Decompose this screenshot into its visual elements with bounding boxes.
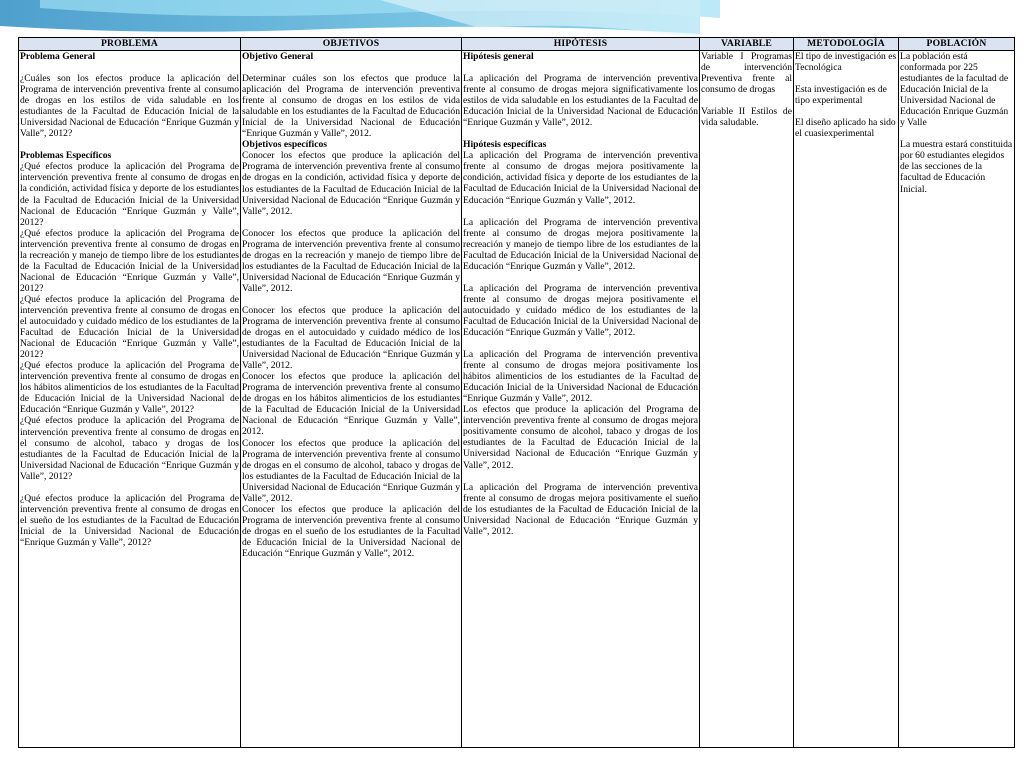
variable-two: Variable II Estilos de vida saludable. (701, 106, 792, 129)
header-metodologia: METODOLOGÍA (794, 38, 899, 51)
hipotesis-especifica: La aplicación del Programa de intervención preventiva frente al consumo de drogas mejora positivamente el autocuidado y cuidado médico de los estudiantes de la Facultad de Educación Inicial de la Universidad Nacional de Educación “Enrique Guzmán y Valle”, 2012. (463, 282, 698, 338)
objetivo-general-text: Determinar cuáles son los efectos que produce la aplicación del Programa de intervención preventiva frente al consumo de drogas en los estilos de vida saludable en los estudiantes de la Facultad de Educación Inicial de la Universidad Nacional de Educación “Enrique Guzmán y Valle”, 2012. (242, 73, 460, 140)
decorative-wave-banner (0, 0, 1024, 40)
wave-graphic (0, 0, 1024, 40)
objetivo-especifico: Conocer los efectos que produce la aplicación del Programa de intervención preventiva frente al consumo de drogas en la condición, actividad física y deporte de los estudiantes de la Facultad de Educación Inicial de la Universidad Nacional de Educación “Enrique Guzmán y Valle”, 2012. (242, 150, 460, 217)
muestra-text: La muestra estará constituida por 60 estudiantes elegidos de las secciones de la facultad de Educación Inicial. (900, 139, 1013, 195)
objetivo-especifico: Conocer los efectos que produce la aplicación del Programa de intervención preventiva frente al consumo de drogas en el consumo de alcohol, tabaco y drogas de los estudiantes de la Facultad de Educación Inicial de la Universidad Nacional de Educación “Enrique Guzmán y Valle”, 2012. (242, 437, 460, 504)
cell-variable (700, 51, 794, 748)
objetivo-especifico: Conocer los efectos que produce la aplicación del Programa de intervención preventiva frente al consumo de drogas en el autocuidado y cuidado médico de los estudiantes de la Facultad de Educación Inicial de la Universidad Nacional de Educación “Enrique Guzmán y Valle”, 2012. (242, 304, 460, 372)
cell-objetivos (241, 51, 462, 748)
metodologia-diseno: El diseño aplicado ha sido el cuasiexperimental (795, 117, 896, 140)
objetivo-especifico: Conocer los efectos que produce la aplicación del Programa de intervención preventiva frente al consumo de drogas en el sueño de los estudiantes de la Facultad de Educación Inicial de la Universidad Nacional de Educación “Enrique Guzmán y Valle”, 2012. (242, 503, 460, 559)
hipotesis-general-text: La aplicación del Programa de intervención preventiva frente al consumo de drogas mejora significativamente los estilos de vida saludable en los estudiantes de la Facultad de Educación Inicial de la Universidad Nacional de Educación “Enrique Guzmán y Valle”, 2012. (463, 73, 698, 129)
objetivo-general-heading: Objetivo General (242, 51, 314, 62)
problema-especifico: ¿Qué efectos produce la aplicación del Programa de intervención preventiva frente al consumo de drogas en los hábitos alimenticios de los estudiantes de la Facultad de Educación Inicial de la Universidad Nacional de Educación “Enrique Guzmán y Valle”, 2012? (20, 360, 239, 416)
metodologia-tipo: El tipo de investigación es Tecnológica (795, 51, 897, 74)
hipotesis-especifica: La aplicación del Programa de intervención preventiva frente al consumo de drogas mejora positivamente el sueño de los estudiantes de la Facultad de Educación Inicial de la Universidad Nacional de Educación “Enrique Guzmán y Valle”, 2012. (463, 481, 698, 537)
problema-general-text: ¿Cuáles son los efectos produce la aplicación del Programa de intervención preventiva frente al consumo de drogas en los estilos de vida saludable en los estudiantes de la Facultad de Educación Inicial de la Universidad Nacional de Educación “Enrique Guzmán y Valle”, 2012? (20, 73, 239, 140)
problema-general-heading: Problema General (20, 51, 96, 62)
hipotesis-especifica: La aplicación del Programa de intervención preventiva frente al consumo de drogas mejora positivamente la recreación y manejo de tiempo libre de los estudiantes de la Facultad de Educación Inicial de la Universidad Nacional de Educación “Enrique Guzmán y Valle”, 2012. (463, 216, 698, 272)
problema-especifico: ¿Qué efectos produce la aplicación del Programa de intervención preventiva frente al consumo de drogas en la recreación y manejo de tiempo libre de los estudiantes de la Facultad de Educación Inicial de la Universidad Nacional de Educación “Enrique Guzmán y Valle”, 2012? (20, 227, 239, 294)
hipotesis-general-heading: Hipótesis general (463, 51, 534, 62)
header-hipotesis: HIPÓTESIS (462, 38, 700, 51)
problemas-especificos-heading: Problemas Específicos (20, 150, 112, 162)
hipotesis-especificas-heading: Hipótesis específicas (463, 139, 547, 151)
cell-metodologia (794, 51, 899, 748)
objetivos-especificos-heading: Objetivos específicos (242, 139, 327, 151)
problema-especifico: ¿Qué efectos produce la aplicación del Programa de intervención preventiva frente al consumo de drogas en el autocuidado y cuidado médico de los estudiantes de la Facultad de Educación Inicial de la Universidad Nacional de Educación “Enrique Guzmán y Valle”, 2012? (20, 293, 239, 361)
header-problema: PROBLEMA (19, 38, 241, 51)
objetivo-especifico: Conocer los efectos que produce la aplicación del Programa de intervención preventiva frente al consumo de drogas en la recreación y manejo de tiempo libre de los estudiantes de la Facultad de Educación Inicial de la Universidad Nacional de Educación “Enrique Guzmán y Valle”, 2012. (242, 227, 460, 294)
header-variable: VARIABLE (700, 38, 794, 51)
problema-especifico: ¿Qué efectos produce la aplicación del Programa de intervención preventiva frente al consumo de drogas en la condición, actividad física y deporte de los estudiantes de la Facultad de Educación Inicial de la Universidad Nacional de Educación “Enrique Guzmán y Valle”, 2012? (20, 161, 239, 228)
cell-poblacion (899, 51, 1015, 748)
table-row (19, 51, 1015, 748)
cell-hipotesis (462, 51, 700, 748)
metodologia-experimental: Esta investigación es de tipo experimental (795, 84, 887, 107)
header-poblacion: POBLACIÓN (899, 38, 1015, 51)
problema-especifico: ¿Qué efectos produce la aplicación del Programa de intervención preventiva frente al consumo de drogas en el consumo de alcohol, tabaco y drogas de los estudiantes de la Facultad de Educación Inicial de la Universidad Nacional de Educación “Enrique Guzmán y Valle”, 2012? (20, 415, 239, 482)
header-objetivos: OBJETIVOS (241, 38, 462, 51)
cell-problema (19, 51, 241, 748)
hipotesis-especifica: La aplicación del Programa de intervención preventiva frente al consumo de drogas mejora positivamente la condición, actividad física y deporte de los estudiantes de la Facultad de Educación Inicial de la Universidad Nacional de Educación “Enrique Guzmán y Valle”, 2012. (463, 150, 698, 206)
hipotesis-especifica: La aplicación del Programa de intervención preventiva frente al consumo de drogas mejora positivamente los hábitos alimenticios de los estudiantes de la Facultad de Educación Inicial de la Universidad Nacional de Educación “Enrique Guzmán y Valle”, 2012. (463, 349, 698, 405)
objetivo-especifico: Conocer los efectos que produce la aplicación del Programa de intervención preventiva frente al consumo de drogas en los hábitos alimenticios de los estudiantes de la Facultad de Educación Inicial de la Universidad Nacional de Educación “Enrique Guzmán y Valle”, 2012. (242, 371, 460, 438)
consistency-matrix-table (18, 37, 1015, 748)
table-header-row (19, 38, 1015, 51)
problema-especifico: ¿Qué efectos produce la aplicación del Programa de intervención preventiva frente al consumo de drogas en el sueño de los estudiantes de la Facultad de Educación Inicial de la Universidad Nacional de Educación “Enrique Guzmán y Valle”, 2012? (20, 492, 239, 548)
variable-one: Variable I Programas de intervención Preventiva frente al consumo de drogas (701, 51, 792, 96)
hipotesis-especifica: Los efectos que produce la aplicación del Programa de intervención preventiva frente al consumo de drogas mejora positivamente consumo de alcohol, tabaco y drogas de los estudiantes de la Facultad de Educación Inicial de la Universidad Nacional de Educación “Enrique Guzmán y Valle”, 2012. (463, 404, 698, 471)
poblacion-text: La población está conformada por 225 estudiantes de la facultad de Educación Inicial de la Universidad Nacional de Educación Enrique Guzmán y Valle (900, 51, 1009, 129)
